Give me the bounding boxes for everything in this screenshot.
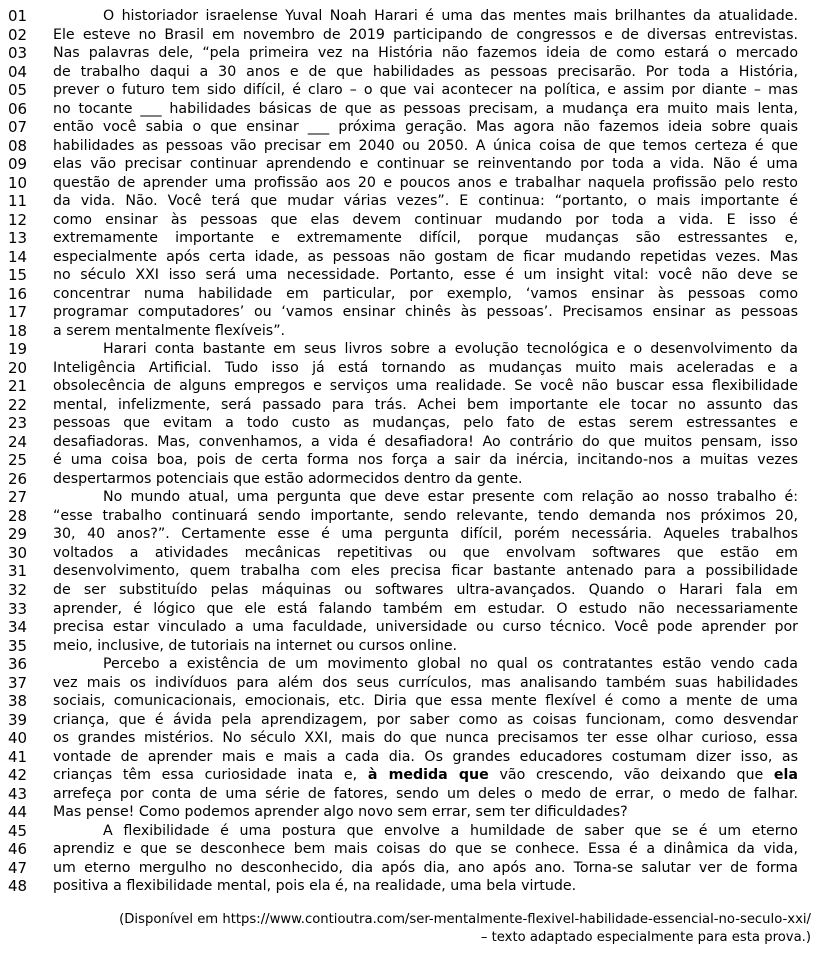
line-text: A flexibilidade é uma postura que envolve a humildade de saber que se é um eterno bbox=[103, 822, 798, 839]
line-number: 36 bbox=[8, 655, 28, 674]
text-line bbox=[0, 748, 825, 767]
line-number: 44 bbox=[8, 803, 28, 822]
line-text: no século XXI isso será uma necessidade. Portanto, esse é um insight vital: você não deve se bbox=[53, 267, 798, 284]
text-line bbox=[0, 396, 825, 415]
text-line bbox=[0, 637, 825, 656]
line-text: Mas pense! Como podemos aprender algo novo sem errar, sem ter dificuldades? bbox=[53, 804, 628, 821]
line-text: elas vão precisar continuar aprendendo e continuar se reinventando por toda a vida. Não é uma bbox=[53, 156, 798, 173]
line-number: 04 bbox=[8, 62, 28, 81]
text-line bbox=[0, 155, 825, 174]
line-number: 48 bbox=[8, 877, 28, 896]
line-number: 43 bbox=[8, 784, 28, 803]
line-number: 22 bbox=[8, 395, 28, 414]
line-text: da vida. Não. Você terá que mudar várias vezes”. E continua: “portanto, o mais importante é bbox=[53, 193, 798, 210]
line-text: Inteligência Artificial. Tudo isso já está tornando as mudanças muito mais aceleradas e a bbox=[53, 359, 798, 376]
text-line bbox=[0, 525, 825, 544]
line-number: 12 bbox=[8, 210, 28, 229]
line-text: de trabalho daqui a 30 anos e de que habilidades as pessoas precisarão. Por toda a História, bbox=[53, 63, 798, 80]
line-number: 13 bbox=[8, 229, 28, 248]
line-text: como ensinar às pessoas que elas devem continuar mudando por toda a vida. E isso é bbox=[53, 211, 798, 228]
text-line bbox=[0, 100, 825, 119]
line-number: 18 bbox=[8, 321, 28, 340]
source-line-1: (Disponível em https://www.contioutra.com/ser-mentalmente-flexivel-habilidade-essencial-no-seculo-xxi/ bbox=[119, 912, 811, 927]
line-text: vontade de aprender mais e mais a cada dia. Os grandes educadores costumam dizer isso, as bbox=[53, 748, 798, 765]
line-text: então você sabia o que ensinar ___ próxima geração. Mas agora não fazemos ideia sobre quais bbox=[53, 119, 798, 136]
text-line bbox=[0, 359, 825, 378]
line-text: desafiadoras. Mas, convenhamos, a vida é desafiadora! Ao contrário do que muitos pensam, isso bbox=[53, 433, 798, 450]
text-line bbox=[0, 470, 825, 489]
text-line bbox=[0, 266, 825, 285]
line-number: 02 bbox=[8, 25, 28, 44]
line-number: 37 bbox=[8, 673, 28, 692]
line-number: 42 bbox=[8, 766, 28, 785]
line-number: 39 bbox=[8, 710, 28, 729]
line-text: precisa estar vinculado a uma faculdade, universidade ou curso técnico. Você pode aprender por bbox=[53, 619, 798, 636]
line-text: prever o futuro tem sido difícil, é claro – o que vai acontecer na política, e assim por diante – mas bbox=[53, 82, 798, 99]
text-line bbox=[0, 451, 825, 470]
line-number: 21 bbox=[8, 377, 28, 396]
line-text: despertarmos potenciais que estão adormecidos dentro da gente. bbox=[53, 470, 523, 487]
text-line bbox=[0, 581, 825, 600]
text-line bbox=[0, 137, 825, 156]
line-number: 20 bbox=[8, 358, 28, 377]
text-line bbox=[0, 507, 825, 526]
line-text: Nas palavras dele, “pela primeira vez na História não fazemos ideia de como estará o mercado bbox=[53, 45, 798, 62]
text-line bbox=[0, 840, 825, 859]
line-text: “esse trabalho continuará sendo importante, sendo relevante, tendo demanda nos próximos 20, bbox=[53, 507, 798, 524]
text-line bbox=[0, 618, 825, 637]
text-line bbox=[0, 229, 825, 248]
text-line bbox=[0, 433, 825, 452]
line-number: 32 bbox=[8, 580, 28, 599]
line-text: Ele esteve no Brasil em novembro de 2019 participando de congressos e de diversas entrevistas. bbox=[53, 26, 798, 43]
text-line bbox=[0, 63, 825, 82]
text-line bbox=[0, 340, 825, 359]
text-line bbox=[0, 766, 825, 785]
line-number: 46 bbox=[8, 840, 28, 859]
line-number: 03 bbox=[8, 44, 28, 63]
line-text: mental, infelizmente, será passado para trás. Achei bem importante ele tocar no assunto das bbox=[53, 396, 798, 413]
source-citation bbox=[119, 911, 811, 947]
line-number: 10 bbox=[8, 173, 28, 192]
line-text bbox=[53, 766, 798, 785]
line-number: 23 bbox=[8, 414, 28, 433]
text-line bbox=[0, 26, 825, 45]
line-text: No mundo atual, uma pergunta que deve estar presente com relação ao nosso trabalho é: bbox=[103, 489, 798, 506]
text-line bbox=[0, 674, 825, 693]
line-text: no tocante ___ habilidades básicas de que as pessoas precisam, a mudança era muito mais lenta, bbox=[53, 100, 798, 117]
line-text: voltados a atividades mecânicas repetitivas ou que envolvam softwares que estão em bbox=[53, 544, 798, 561]
text-line bbox=[0, 285, 825, 304]
line-number: 26 bbox=[8, 469, 28, 488]
line-text: especialmente após certa idade, as pessoas não gostam de ficar mudando repetidas vezes. Mas bbox=[53, 248, 798, 265]
line-text: Percebo a existência de um movimento global no qual os contratantes estão vendo cada bbox=[103, 656, 798, 673]
line-text: vez mais os indivíduos para além dos seus currículos, mas analisando também suas habilidades bbox=[53, 674, 798, 691]
text-line bbox=[0, 322, 825, 341]
line-text: de ser substituído pelas máquinas ou softwares ultra-avançados. Quando o Harari fala em bbox=[53, 581, 798, 598]
text-line bbox=[0, 729, 825, 748]
text-line bbox=[0, 488, 825, 507]
text-line bbox=[0, 211, 825, 230]
text-line bbox=[0, 655, 825, 674]
line-number: 15 bbox=[8, 266, 28, 285]
line-text: arrefeça por conta de uma série de fatores, sendo um deles o medo de errar, o medo de falhar. bbox=[53, 785, 798, 802]
line-text: habilidades as pessoas vão precisar em 2040 ou 2050. A única coisa de que temos certeza é que bbox=[53, 137, 798, 154]
highlighted-expression: à medida que bbox=[367, 767, 489, 784]
line-number: 05 bbox=[8, 81, 28, 100]
line-number: 29 bbox=[8, 525, 28, 544]
line-number: 19 bbox=[8, 340, 28, 359]
line-number: 01 bbox=[8, 7, 28, 25]
line-number: 31 bbox=[8, 562, 28, 581]
line-number: 28 bbox=[8, 506, 28, 525]
text-line bbox=[0, 859, 825, 878]
line-text-middle: vão crescendo, vão deixando que bbox=[488, 767, 774, 784]
text-line bbox=[0, 44, 825, 63]
source-line-2: – texto adaptado especialmente para esta prova.) bbox=[480, 930, 811, 945]
line-text: desenvolvimento, quem trabalha com eles precisa ficar bastante antenado para a possibilidade bbox=[53, 563, 798, 580]
line-number: 34 bbox=[8, 618, 28, 637]
line-text: aprendiz e que se desconhece bem mais coisas do que se conhece. Essa é a dinâmica da vida, bbox=[53, 841, 798, 858]
line-number: 07 bbox=[8, 118, 28, 137]
text-line bbox=[0, 544, 825, 563]
line-text: sociais, comunicacionais, emocionais, etc. Diria que essa mente flexível é como a mente de uma bbox=[53, 693, 798, 710]
text-line bbox=[0, 803, 825, 822]
text-line bbox=[0, 81, 825, 100]
text-line bbox=[0, 822, 825, 841]
text-line bbox=[0, 192, 825, 211]
line-number: 11 bbox=[8, 192, 28, 211]
line-number: 40 bbox=[8, 729, 28, 748]
line-number: 14 bbox=[8, 247, 28, 266]
line-number: 27 bbox=[8, 488, 28, 507]
line-text: os grandes mistérios. No século XXI, mais do que nunca precisamos ter esse olhar curioso, essa bbox=[53, 730, 798, 747]
text-line bbox=[0, 785, 825, 804]
line-text: positiva a flexibilidade mental, pois ela é, na realidade, uma bela virtude. bbox=[53, 878, 577, 895]
text-line bbox=[0, 377, 825, 396]
line-text: programar computadores’ ou ‘vamos ensinar chinês às pessoas’. Precisamos ensinar as pessoas bbox=[53, 304, 798, 321]
line-number: 09 bbox=[8, 155, 28, 174]
line-number: 30 bbox=[8, 543, 28, 562]
line-text: Harari conta bastante em seus livros sobre a evolução tecnológica e o desenvolvimento da bbox=[103, 341, 798, 358]
text-line bbox=[0, 562, 825, 581]
text-line bbox=[0, 303, 825, 322]
line-number: 24 bbox=[8, 432, 28, 451]
line-number: 35 bbox=[8, 636, 28, 655]
line-text-start: crianças têm essa curiosidade inata e, bbox=[53, 767, 368, 784]
line-text: é uma coisa boa, pois de certa forma nos força a sair da inércia, incitando-nos a muitas vezes bbox=[53, 452, 798, 469]
text-line bbox=[0, 600, 825, 619]
line-text: extremamente importante e extremamente difícil, porque mudanças são estressantes e, bbox=[53, 230, 798, 247]
line-number: 17 bbox=[8, 303, 28, 322]
line-text: pessoas que evitam a todo custo as mudanças, pelo fato de estas serem estressantes e bbox=[53, 415, 798, 432]
line-number: 08 bbox=[8, 136, 28, 155]
line-number: 38 bbox=[8, 692, 28, 711]
line-text: O historiador israelense Yuval Noah Harari é uma das mentes mais brilhantes da atualidade. bbox=[103, 8, 798, 24]
line-number: 41 bbox=[8, 747, 28, 766]
line-number: 45 bbox=[8, 821, 28, 840]
text-line bbox=[0, 174, 825, 193]
text-line bbox=[0, 414, 825, 433]
text-line bbox=[0, 248, 825, 267]
line-text: meio, inclusive, de tutoriais na internet ou cursos online. bbox=[53, 637, 458, 654]
line-number: 33 bbox=[8, 599, 28, 618]
article-text bbox=[0, 7, 825, 896]
line-text: a serem mentalmente flexíveis”. bbox=[53, 322, 286, 339]
text-line bbox=[0, 877, 825, 896]
text-line bbox=[0, 7, 825, 26]
line-text: um eterno mergulho no desconhecido, dia após dia, ano após ano. Torna-se salutar ver de forma bbox=[53, 859, 798, 876]
line-text: 30, 40 anos?”. Certamente esse é uma pergunta difícil, porém necessária. Aqueles trabalhos bbox=[53, 526, 798, 543]
line-text: concentrar numa habilidade em particular, por exemplo, ‘vamos ensinar às pessoas como bbox=[53, 285, 798, 302]
line-text: questão de aprender uma profissão aos 20 e poucos anos e trabalhar naquela profissão pelo resto bbox=[53, 174, 798, 191]
line-number: 47 bbox=[8, 858, 28, 877]
line-number: 06 bbox=[8, 99, 28, 118]
line-text: obsolecência de alguns empregos e serviços uma realidade. Se você não buscar essa flexibilidade bbox=[53, 378, 798, 395]
line-number: 25 bbox=[8, 451, 28, 470]
line-text: criança, que é ávida pela aprendizagem, por saber como as coisas funcionam, como desvendar bbox=[53, 711, 798, 728]
line-text: aprender, é lógico que ele está falando também em estudar. O estudo não necessariamente bbox=[53, 600, 798, 617]
highlighted-pronoun: ela bbox=[773, 767, 798, 784]
text-line bbox=[0, 711, 825, 730]
line-number: 16 bbox=[8, 284, 28, 303]
text-line bbox=[0, 118, 825, 137]
text-line bbox=[0, 692, 825, 711]
